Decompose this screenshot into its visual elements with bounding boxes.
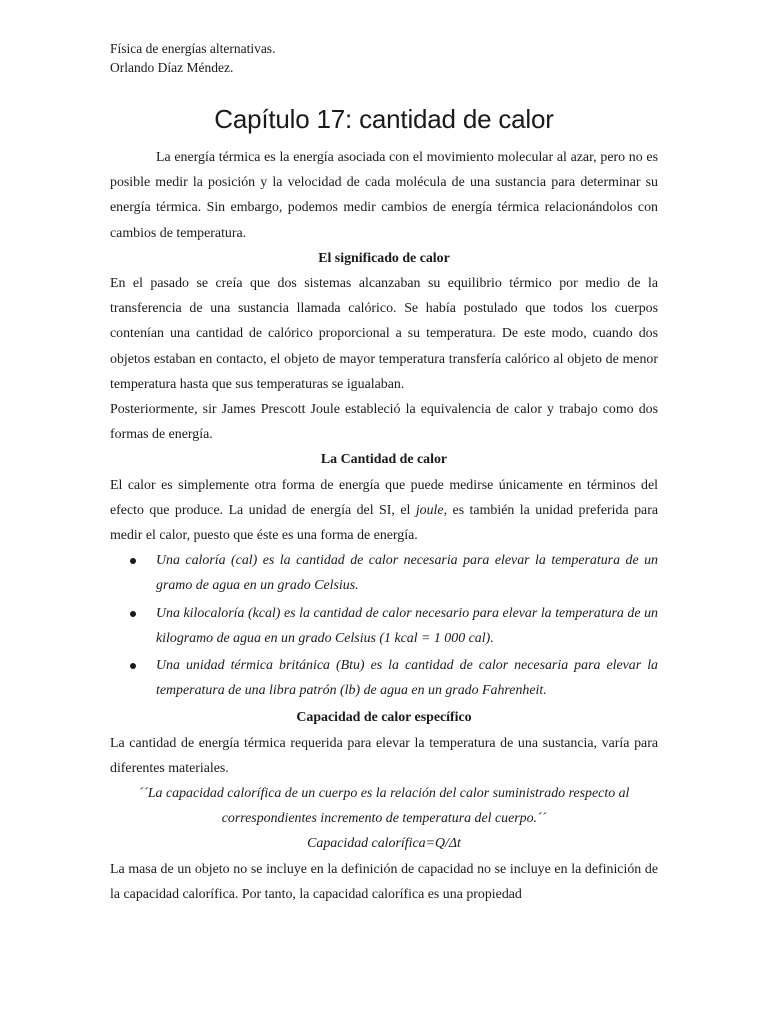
- units-list: [110, 548, 658, 703]
- list-item-text: Una kilocaloría (kcal) es la cantidad de calor necesario para elevar la temperatura de un kilogramo de agua en un grado Celsius (1 kcal = 1 000 cal).: [156, 605, 658, 646]
- section-heading-cantidad: La Cantidad de calor: [320, 452, 448, 468]
- list-item: [110, 548, 658, 598]
- document-header: [110, 39, 658, 77]
- header-author: Orlando Díaz Méndez.: [110, 60, 234, 75]
- bullet-icon: [130, 558, 136, 564]
- paragraph-masa: La masa de un objeto no se incluye en la definición de capacidad no se incluye en la definición de la capacidad calorífica. Por tanto, la capacidad calorífica es una propiedad: [110, 861, 658, 902]
- header-course: Física de energías alternativas.: [110, 41, 276, 56]
- section-heading-capacidad: Capacidad de calor específico: [296, 710, 472, 726]
- text-run: , es también la unidad preferida para medir el calor, puesto que éste es una forma de energía.: [110, 502, 658, 544]
- formula-capacidad: Capacidad calorífica=Q/Δt: [307, 836, 461, 852]
- paragraph-joule: Posteriormente, sir James Prescott Joule estableció la equivalencia de calor y trabajo como dos formas de energía.: [110, 402, 658, 443]
- document-page: [110, 39, 658, 907]
- text-run: El calor es simplemente otra forma de energía que puede medirse únicamente en términos del efecto que produce. La unidad de energía del SI, el: [110, 477, 658, 518]
- bullet-icon: [130, 663, 136, 669]
- paragraph-calorico: En el pasado se creía que dos sistemas alcanzaban su equilibrio térmico por medio de la transferencia de una sustancia llamada calórico. Se había postulado que todos los cuerpos contenían una cantidad de calórico proporcional a su temperatura. De este modo, cuando dos objetos estaban en contacto, el objeto de mayor temperatura transfería calórico al objeto de menor temperatura hasta que sus temperaturas se igualaban.: [110, 276, 658, 392]
- emphasis-joule: joule: [415, 502, 444, 518]
- list-item-text: Una caloría (cal) es la cantidad de calor necesaria para elevar la temperatura de un gramo de agua en un grado Celsius.: [156, 553, 658, 594]
- definition-quote: ´´La capacidad calorífica de un cuerpo es la relación del calor suministrado respecto al correspondientes incremento de temperatura del cuerpo.´´: [138, 786, 630, 827]
- bullet-icon: [130, 611, 136, 617]
- chapter-title: Capítulo 17: cantidad de calor: [214, 104, 554, 134]
- paragraph-unidad-calor: [110, 473, 658, 549]
- list-item: [110, 601, 658, 651]
- list-item: [110, 653, 658, 703]
- paragraph-energia-termica: La cantidad de energía térmica requerida para elevar la temperatura de una sustancia, varía para diferentes materiales.: [110, 735, 658, 776]
- intro-paragraph: La energía térmica es la energía asociada con el movimiento molecular al azar, pero no es posible medir la posición y la velocidad de cada molécula de una sustancia para determinar su energía térmica. Sin embargo, podemos medir cambios de energía térmica relacionándolos con cambios de temperatura.: [110, 150, 658, 241]
- section-heading-significado: El significado de calor: [318, 250, 450, 266]
- list-item-text: Una unidad térmica británica (Btu) es la cantidad de calor necesaria para elevar la temperatura de una libra patrón (lb) de agua en un grado Fahrenheit.: [156, 658, 658, 699]
